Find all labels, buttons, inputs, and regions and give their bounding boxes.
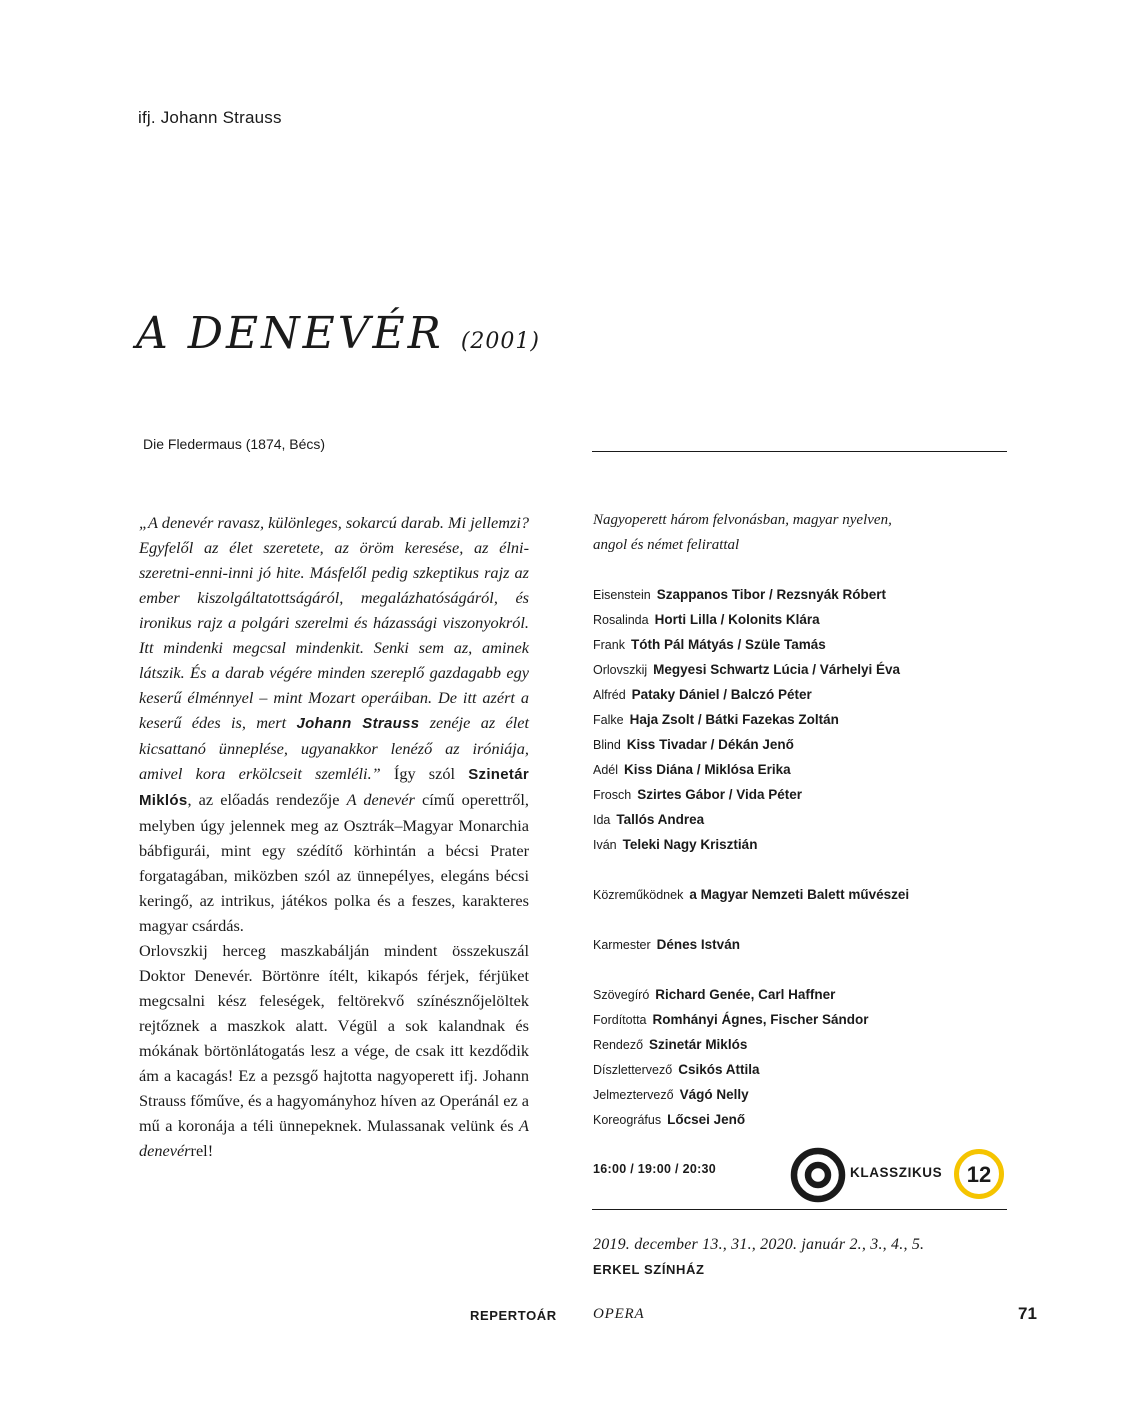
role-label: Blind <box>593 738 621 752</box>
crew-row <box>593 982 1013 1007</box>
klasszikus-target-icon <box>790 1147 846 1203</box>
cast-row <box>593 632 1013 657</box>
participants-row <box>593 882 1013 907</box>
cast-row <box>593 782 1013 807</box>
performer-name: Tóth Pál Mátyás / Szüle Tamás <box>630 637 826 652</box>
role-label: Jelmeztervező <box>593 1088 674 1102</box>
crew-row <box>593 1107 1013 1132</box>
quote-text: zenéje az élet kicsattanó ünneplése, ugyanakkor lenéző az iróniája, amivel kora erkölcseit szemléli.” <box>139 713 529 783</box>
crew-name: Szinetár Miklós <box>649 1037 748 1052</box>
role-label: Ida <box>593 813 611 827</box>
role-label: Koreográfus <box>593 1113 662 1127</box>
article-paragraph-1 <box>139 510 529 938</box>
article-paragraph-2 <box>139 938 529 1163</box>
body-text: rel! <box>190 1141 214 1160</box>
crew-row <box>593 1007 1013 1032</box>
crew-name: Vágó Nelly <box>679 1087 749 1102</box>
work-title-italic: A denevér <box>346 790 415 809</box>
role-label: Alfréd <box>593 688 626 702</box>
category-label: KLASSZIKUS <box>850 1165 943 1180</box>
role-label: Fordította <box>593 1013 647 1027</box>
quote-text: ravasz, különleges, sokarcú darab. Mi jellemzi? Egyfelől az élet szeretete, az öröm keresése, az élni-szeretni-enni-inni jó hite. Másfelől pedig szkeptikus rajz az ember kiszolgáltatottságáról, megalázhatóságáról, és ironikus rajz a polgári szerelmi és házassági viszonyokról. Itt mindenki megcsal mindenkit. Senki sem az, aminek látszik. És a darab végére minden szereplő gazdagabb egy keserű élménnyel – mint Mozart operáiban. De itt azért a keserű édes is, mert <box>139 513 529 732</box>
spacer <box>593 857 1013 882</box>
crew-name: Csikós Attila <box>678 1062 760 1077</box>
role-label: Frank <box>593 638 625 652</box>
page-title <box>136 308 540 359</box>
showtimes: 16:00 / 19:00 / 20:30 <box>593 1162 717 1176</box>
spacer <box>593 907 1013 932</box>
cast-row <box>593 832 1013 857</box>
role-label: Eisenstein <box>593 588 651 602</box>
performer-name: Haja Zsolt / Bátki Fazekas Zoltán <box>629 712 839 727</box>
description-line: Nagyoperett három felvonásban, magyar nyelven, <box>593 512 892 528</box>
age-rating-badge <box>953 1148 1005 1200</box>
performer-name: a Magyar Nemzeti Balett művészei <box>689 887 910 902</box>
crew-name: Richard Genée, Carl Haffner <box>655 987 836 1002</box>
composer-highlight: Johann Strauss <box>296 715 420 732</box>
role-label: Közreműködnek <box>593 888 684 902</box>
director-highlight: Szinetár Miklós <box>139 766 529 809</box>
venue-name: ERKEL SZÍNHÁZ <box>593 1262 705 1277</box>
performer-name: Tallós Andrea <box>616 812 705 827</box>
crew-row <box>593 1057 1013 1082</box>
work-title-italic: A denevér <box>139 1116 529 1160</box>
role-label: Adél <box>593 763 619 777</box>
original-title: Die Fledermaus (1874, Bécs) <box>143 436 326 452</box>
crew-row <box>593 1082 1013 1107</box>
cast-row <box>593 657 1013 682</box>
composer-name: ifj. Johann Strauss <box>138 108 282 127</box>
role-label: Karmester <box>593 938 651 952</box>
role-label: Falke <box>593 713 624 727</box>
cast-row <box>593 807 1013 832</box>
age-rating-text: 12 <box>966 1162 992 1187</box>
description-line: angol és német felirattal <box>593 537 740 553</box>
title-year: (2001) <box>460 329 540 354</box>
performer-name: Kiss Diána / Miklósa Erika <box>624 762 791 777</box>
performance-dates: 2019. december 13., 31., 2020. január 2., 3., 4., 5. <box>593 1236 925 1253</box>
divider-bottom <box>592 1209 1007 1210</box>
title-text: A DENEVÉR <box>136 308 444 359</box>
body-text: Orlovszkij herceg maszkabálján mindent összekuszál Doktor Denevér. Börtönre ítélt, kikapós férjek, férjüket megcsalni kész feleségek, feltörekvő színésznőjelöltek rejtőznek a maszkok alatt. Végül a sok kalandnak és mókának börtönlátogatás lesz a vége, de csak itt kezdődik ám a kacagás! Ez a pezsgő hajtotta nagyoperett ifj. Johann Strauss főműve, és a hagyományhoz híven az Operánál ez a mű a koronája a téli ünnepeknek. Mulassanak velünk és <box>139 941 529 1135</box>
body-text: című operettről, melyben úgy jelennek meg az Osztrák–Magyar Monarchia bábfigurái, mint egy szédítő körhintán a bécsi Prater forgatagában, miközben szól az ünnepélyes, elegáns bécsi keringő, az intrikus, játékos polka és a feszes, karakteres magyar csárdás. <box>139 790 529 935</box>
performer-name: Pataky Dániel / Balczó Péter <box>631 687 812 702</box>
role-label: Iván <box>593 838 617 852</box>
cast-row <box>593 757 1013 782</box>
footer-section: REPERTOÁR <box>470 1308 557 1323</box>
role-label: Szövegíró <box>593 988 650 1002</box>
footer-category: OPERA <box>593 1306 645 1322</box>
cast-row <box>593 732 1013 757</box>
crew-row <box>593 1032 1013 1057</box>
performer-name: Megyesi Schwartz Lúcia / Várhelyi Éva <box>653 662 901 677</box>
body-text: Így szól <box>380 764 469 783</box>
role-label: Orlovszkij <box>593 663 648 677</box>
divider-top <box>592 451 1007 452</box>
performer-name: Szirtes Gábor / Vida Péter <box>637 787 803 802</box>
performer-name: Kiss Tivadar / Dékán Jenő <box>626 737 794 752</box>
body-text: , az előadás rendezője <box>187 790 347 809</box>
cast-row <box>593 682 1013 707</box>
credits-list <box>593 582 1013 1132</box>
role-label: Díszlettervező <box>593 1063 673 1077</box>
article-body <box>139 510 529 1163</box>
cast-row <box>593 707 1013 732</box>
role-label: Rendező <box>593 1038 644 1052</box>
performer-name: Dénes István <box>656 937 740 952</box>
production-description <box>593 508 1013 558</box>
performer-name: Teleki Nagy Krisztián <box>622 837 758 852</box>
conductor-row <box>593 932 1013 957</box>
performer-name: Horti Lilla / Kolonits Klára <box>654 612 820 627</box>
cast-row <box>593 582 1013 607</box>
performer-name: Szappanos Tibor / Rezsnyák Róbert <box>656 587 886 602</box>
page-number: 71 <box>1018 1304 1037 1323</box>
cast-row <box>593 607 1013 632</box>
quote-text: „A denevér <box>139 513 214 532</box>
crew-name: Romhányi Ágnes, Fischer Sándor <box>652 1012 869 1027</box>
crew-name: Lőcsei Jenő <box>667 1112 746 1127</box>
role-label: Rosalinda <box>593 613 649 627</box>
role-label: Frosch <box>593 788 632 802</box>
spacer <box>593 957 1013 982</box>
